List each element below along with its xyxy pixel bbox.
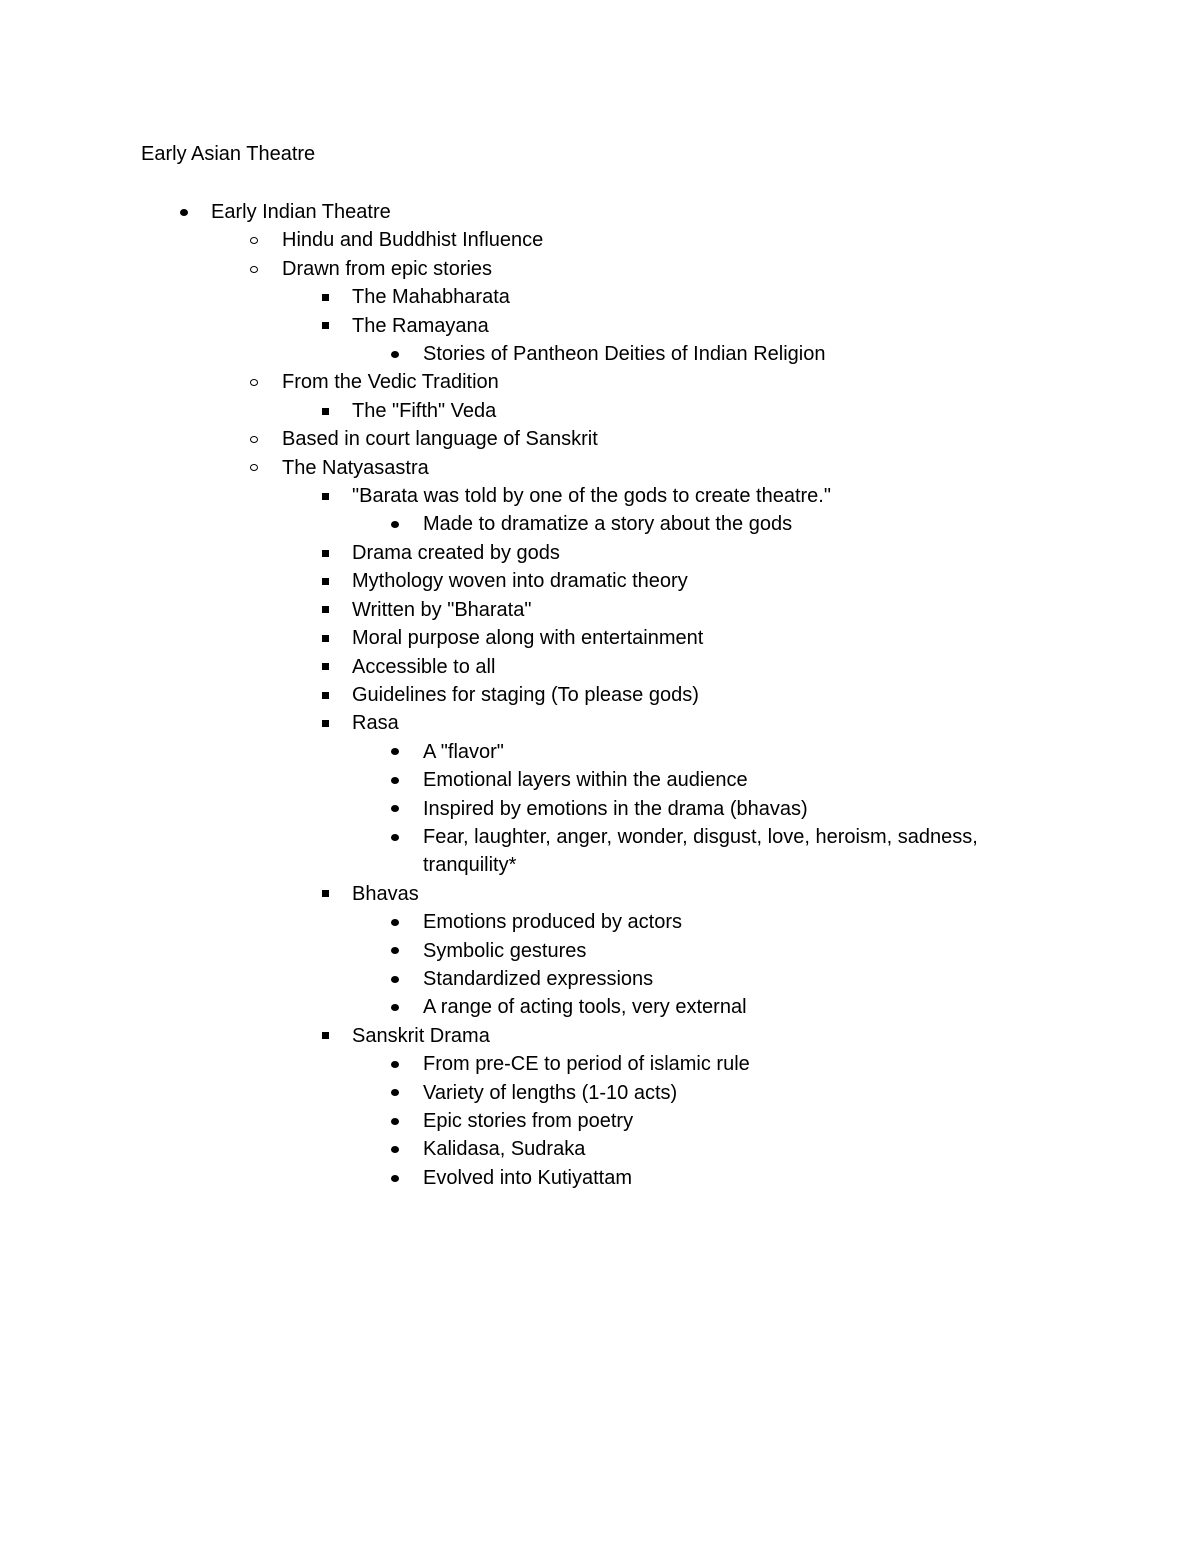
outline-item-text: Standardized expressions <box>423 967 654 990</box>
outline-item <box>0 1022 1200 1050</box>
disc-bullet-icon <box>389 937 401 965</box>
outline-item <box>0 937 1200 965</box>
disc-bullet-icon <box>389 1079 401 1107</box>
outline-item <box>0 766 1200 794</box>
circle-bullet-icon <box>248 425 260 453</box>
outline-item-text: Guidelines for staging (To please gods) <box>352 683 699 706</box>
outline-item-text: The Mahabharata <box>352 286 510 309</box>
disc-bullet-icon <box>389 1050 401 1078</box>
outline-item <box>0 624 1200 652</box>
outline-item-text: Based in court language of Sanskrit <box>282 428 598 451</box>
outline-item <box>0 368 1200 396</box>
outline-item-text: Epic stories from poetry <box>423 1110 634 1132</box>
outline-item <box>0 198 1200 226</box>
outline-item-text: A range of acting tools, very external <box>423 996 747 1019</box>
outline-item <box>0 397 1200 425</box>
outline-item <box>0 1107 1200 1135</box>
outline-item-text: Fear, laughter, anger, wonder, disgust, love, heroism, sadness, tranquility* <box>423 825 978 877</box>
outline-item <box>0 283 1200 311</box>
disc-bullet-icon <box>178 198 190 226</box>
outline-item-text: Early Indian Theatre <box>211 201 391 223</box>
outline-item-text: Hindu and Buddhist Influence <box>282 229 544 252</box>
disc-bullet-icon <box>389 795 401 823</box>
disc-bullet-icon <box>389 766 401 794</box>
outline-item-text: Accessible to all <box>352 655 496 678</box>
square-bullet-icon <box>319 624 331 652</box>
disc-bullet-icon <box>389 1164 401 1192</box>
outline-item <box>0 596 1200 624</box>
outline-item <box>0 510 1200 538</box>
outline-item-text: The "Fifth" Veda <box>352 399 497 422</box>
outline-item-text: Emotional layers within the audience <box>423 769 748 792</box>
outline-item <box>0 340 1200 368</box>
outline-item-text: The Natyasastra <box>282 456 429 479</box>
outline-item-text: Kalidasa, Sudraka <box>423 1138 586 1161</box>
circle-bullet-icon <box>248 368 260 396</box>
circle-bullet-icon <box>248 454 260 482</box>
outline-item-text: A "flavor" <box>423 740 504 763</box>
outline-item-text: "Barata was told by one of the gods to create theatre." <box>352 485 831 508</box>
square-bullet-icon <box>319 312 331 340</box>
disc-bullet-icon <box>389 993 401 1021</box>
outline-item-text: Bhavas <box>352 882 419 905</box>
outline-item <box>0 1079 1200 1107</box>
outline-item <box>0 993 1200 1021</box>
outline-item <box>0 681 1200 709</box>
square-bullet-icon <box>319 709 331 737</box>
square-bullet-icon <box>319 880 331 908</box>
outline-item-text: Stories of Pantheon Deities of Indian Religion <box>423 343 826 366</box>
outline-item <box>0 226 1200 254</box>
disc-bullet-icon <box>389 340 401 368</box>
outline-item <box>0 1050 1200 1078</box>
disc-bullet-icon <box>389 965 401 993</box>
outline-item <box>0 653 1200 681</box>
outline-item <box>0 255 1200 283</box>
square-bullet-icon <box>319 596 331 624</box>
outline-item-text: Sanskrit Drama <box>352 1024 490 1047</box>
outline-list <box>0 198 1200 1192</box>
outline-item <box>0 908 1200 936</box>
disc-bullet-icon <box>389 738 401 766</box>
outline-item-text: Inspired by emotions in the drama (bhavas) <box>423 797 808 820</box>
disc-bullet-icon <box>389 823 401 851</box>
square-bullet-icon <box>319 567 331 595</box>
outline-item <box>0 1164 1200 1192</box>
circle-bullet-icon <box>248 255 260 283</box>
outline-item <box>0 482 1200 510</box>
disc-bullet-icon <box>389 510 401 538</box>
disc-bullet-icon <box>389 1135 401 1163</box>
outline-item <box>0 965 1200 993</box>
outline-item <box>0 709 1200 737</box>
outline-item <box>0 312 1200 340</box>
outline-item-text: Variety of lengths (1-10 acts) <box>423 1081 678 1104</box>
circle-bullet-icon <box>248 226 260 254</box>
outline-item-text: Written by "Bharata" <box>352 598 532 621</box>
square-bullet-icon <box>319 482 331 510</box>
square-bullet-icon <box>319 539 331 567</box>
document-title: Early Asian Theatre <box>141 143 316 165</box>
outline-item <box>0 539 1200 567</box>
outline-item-text: The Ramayana <box>352 314 489 337</box>
outline-item-text: Rasa <box>352 712 399 735</box>
outline-item <box>0 567 1200 595</box>
outline-item <box>0 795 1200 823</box>
square-bullet-icon <box>319 283 331 311</box>
outline-item-text: Emotions produced by actors <box>423 911 683 934</box>
square-bullet-icon <box>319 1022 331 1050</box>
outline-item <box>0 425 1200 453</box>
outline-item-text: From the Vedic Tradition <box>282 371 499 394</box>
square-bullet-icon <box>319 653 331 681</box>
outline-item <box>0 823 1200 880</box>
outline-item-text: Evolved into Kutiyattam <box>423 1166 632 1189</box>
outline-item-text: Made to dramatize a story about the gods <box>423 513 793 536</box>
outline-item-text: Moral purpose along with entertainment <box>352 627 704 650</box>
outline-item-text: Drawn from epic stories <box>282 257 493 280</box>
square-bullet-icon <box>319 397 331 425</box>
outline-item <box>0 454 1200 482</box>
outline-item-text: Mythology woven into dramatic theory <box>352 570 688 593</box>
outline-item-text: From pre-CE to period of islamic rule <box>423 1053 750 1076</box>
outline-item-text: Symbolic gestures <box>423 939 587 962</box>
square-bullet-icon <box>319 681 331 709</box>
disc-bullet-icon <box>389 1107 401 1135</box>
outline-item <box>0 1135 1200 1163</box>
outline-item <box>0 880 1200 908</box>
outline-item <box>0 738 1200 766</box>
outline-item-text: Drama created by gods <box>352 541 560 564</box>
disc-bullet-icon <box>389 908 401 936</box>
